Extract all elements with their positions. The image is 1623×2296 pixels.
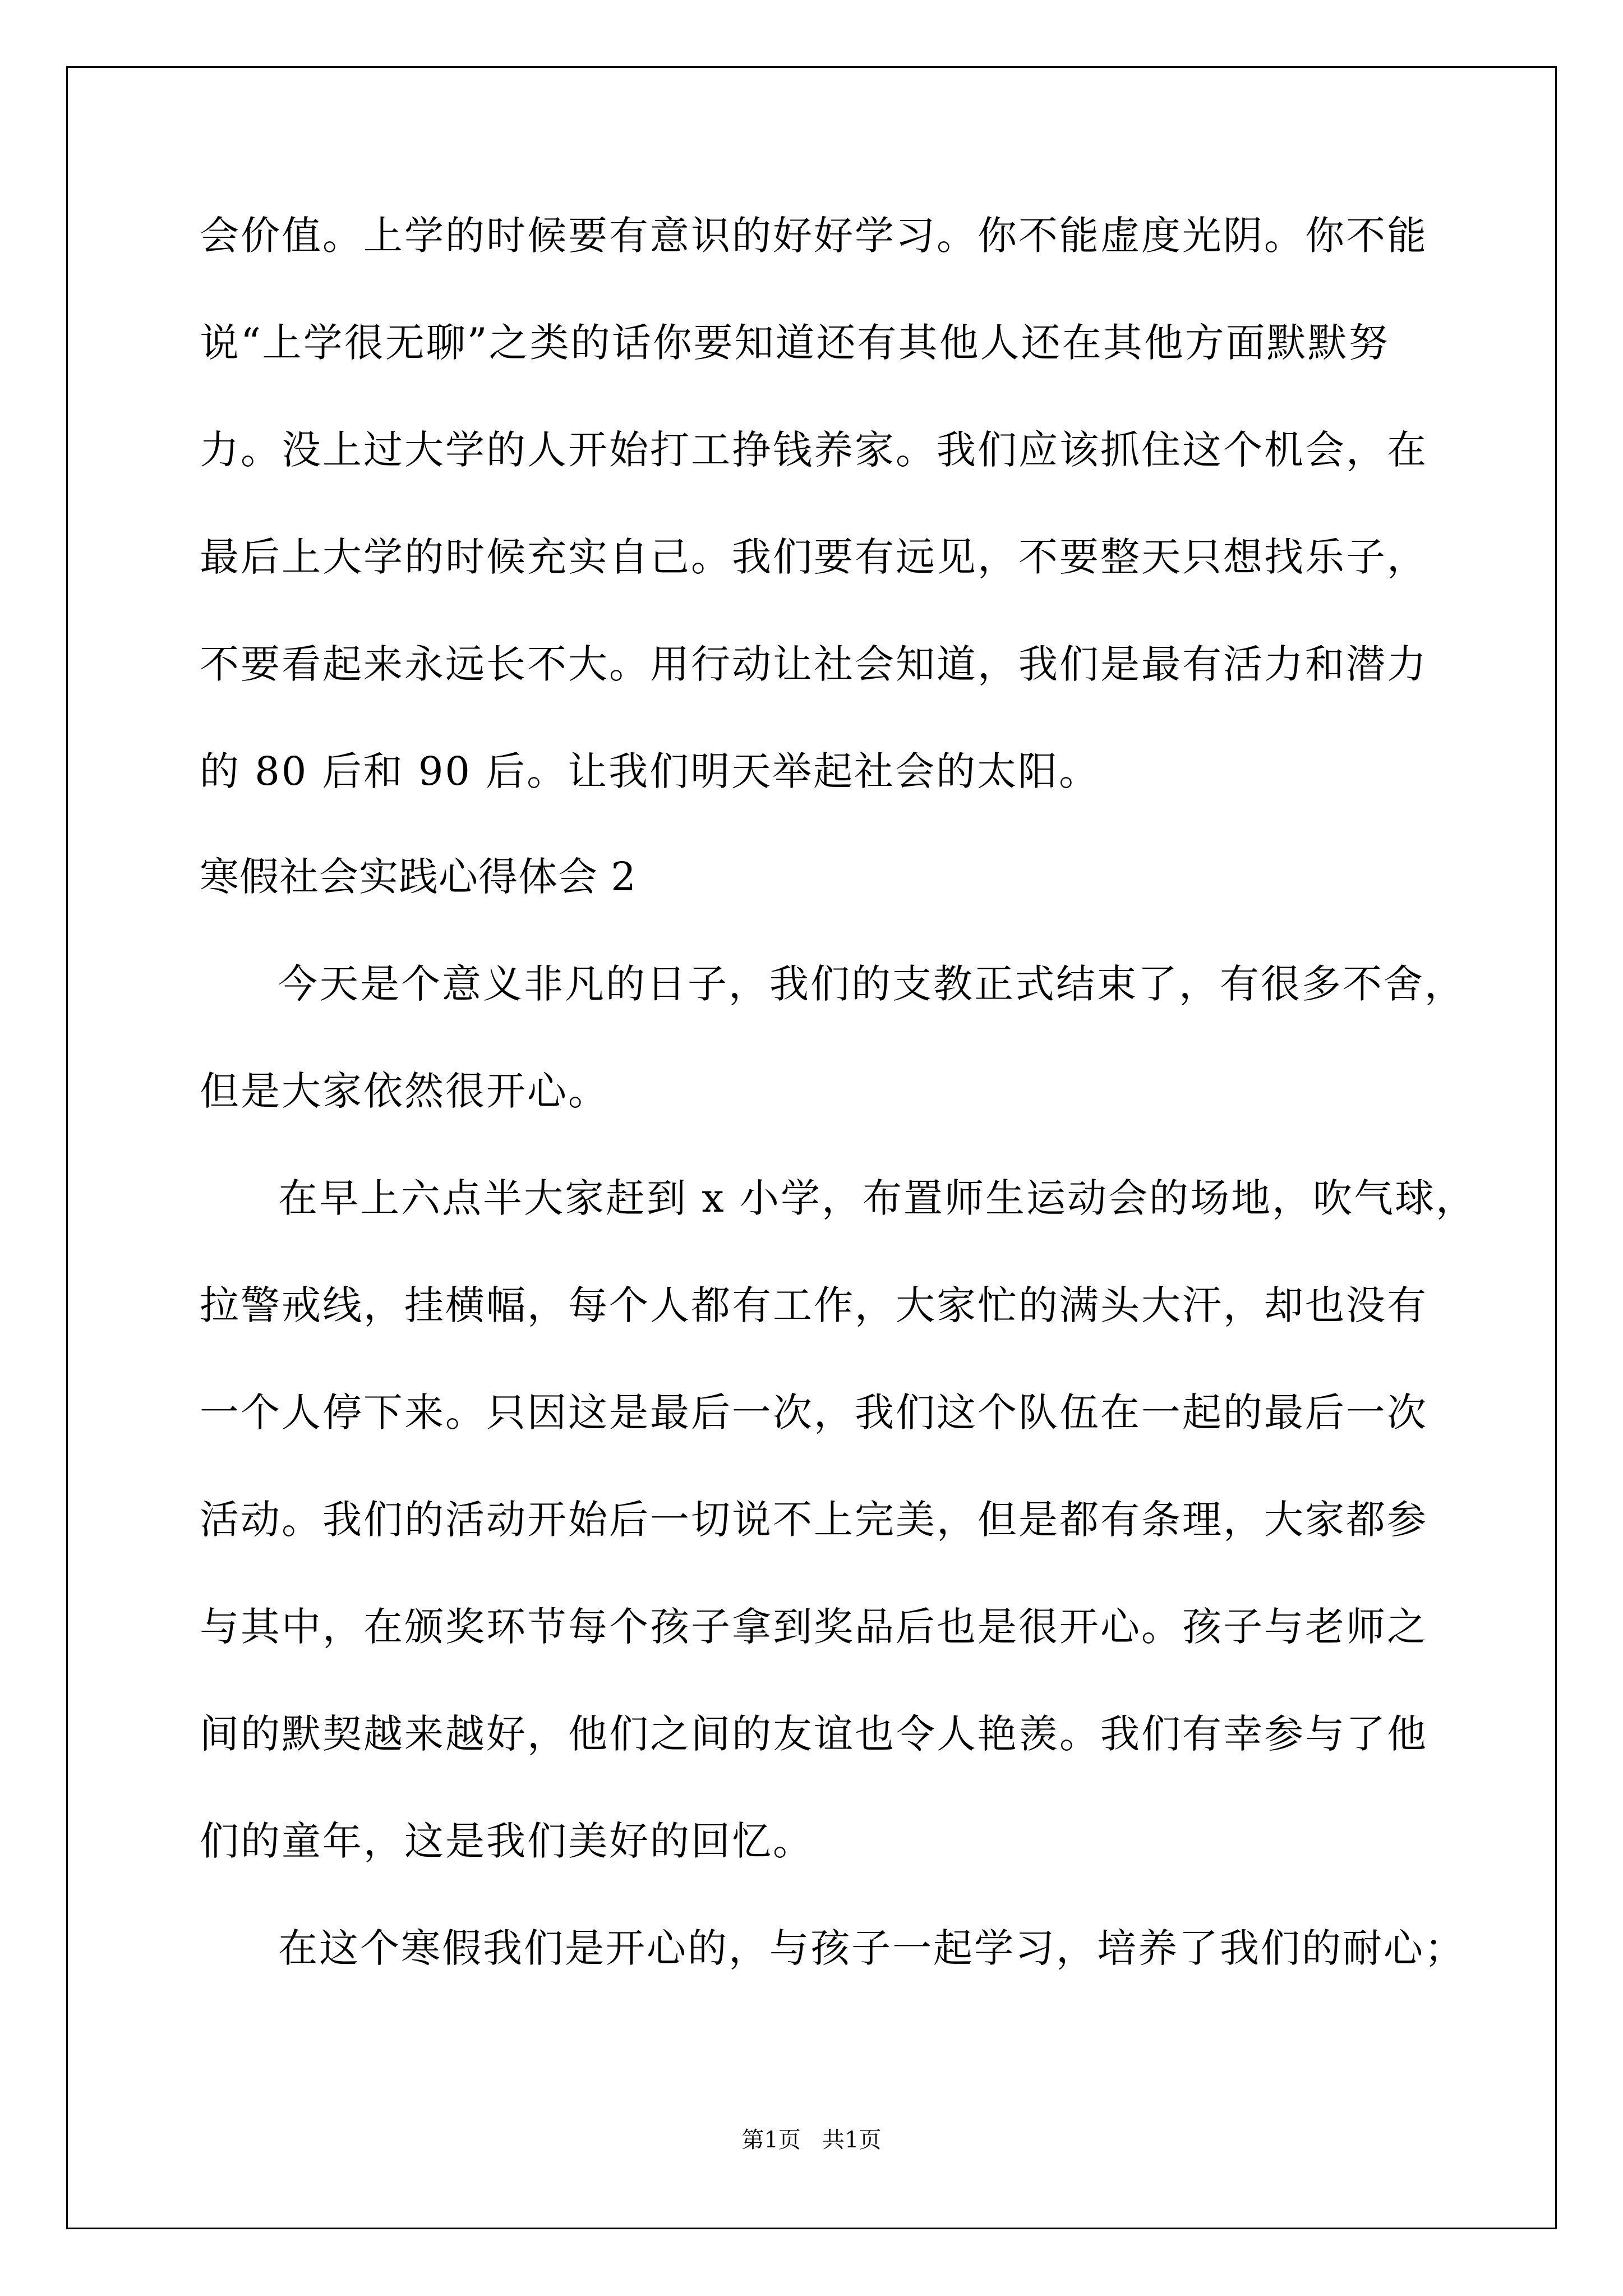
text-line: 但是大家依然很开心。 xyxy=(200,1068,609,1114)
text-line: 最后上大学的时候充实自己。我们要有远见，不要整天只想找乐子， xyxy=(200,534,1428,580)
page-footer: 第1页 共1页 xyxy=(741,2127,882,2153)
text-line: 间的默契越来越好，他们之间的友谊也令人艳羡。我们有幸参与了他 xyxy=(200,1711,1428,1757)
text-line: 们的童年，这是我们美好的回忆。 xyxy=(200,1818,814,1864)
text-line: 力。没上过大学的人开始打工挣钱养家。我们应该抓住这个机会，在 xyxy=(200,427,1428,473)
section-heading: 寒假社会实践心得体会 2 xyxy=(200,854,637,900)
page-border xyxy=(66,66,1557,2229)
text-line: 会价值。上学的时候要有意识的好好学习。你不能虚度光阴。你不能 xyxy=(200,213,1428,259)
text-line: 拉警戒线，挂横幅，每个人都有工作，大家忙的满头大汗，却也没有 xyxy=(200,1282,1428,1328)
paragraph-start-line: 在这个寒假我们是开心的，与孩子一起学习，培养了我们的耐心； xyxy=(278,1925,1465,1971)
text-line: 不要看起来永远长不大。用行动让社会知道，我们是最有活力和潜力 xyxy=(200,641,1428,687)
text-line: 一个人停下来。只因这是最后一次，我们这个队伍在一起的最后一次 xyxy=(200,1389,1428,1435)
text-line: 活动。我们的活动开始后一切说不上完美，但是都有条理，大家都参 xyxy=(200,1497,1428,1543)
paragraph-start-line: 在早上六点半大家赶到 x 小学，布置师生运动会的场地，吹气球， xyxy=(278,1175,1477,1221)
paragraph-start-line: 今天是个意义非凡的日子，我们的支教正式结束了，有很多不舍， xyxy=(278,961,1465,1007)
text-line: 与其中，在颁奖环节每个孩子拿到奖品后也是很开心。孩子与老师之 xyxy=(200,1604,1428,1650)
text-line: 的 80 后和 90 后。让我们明天举起社会的太阳。 xyxy=(200,748,1100,794)
text-line: 说“上学很无聊”之类的话你要知道还有其他人还在其他方面默默努 xyxy=(200,320,1390,366)
